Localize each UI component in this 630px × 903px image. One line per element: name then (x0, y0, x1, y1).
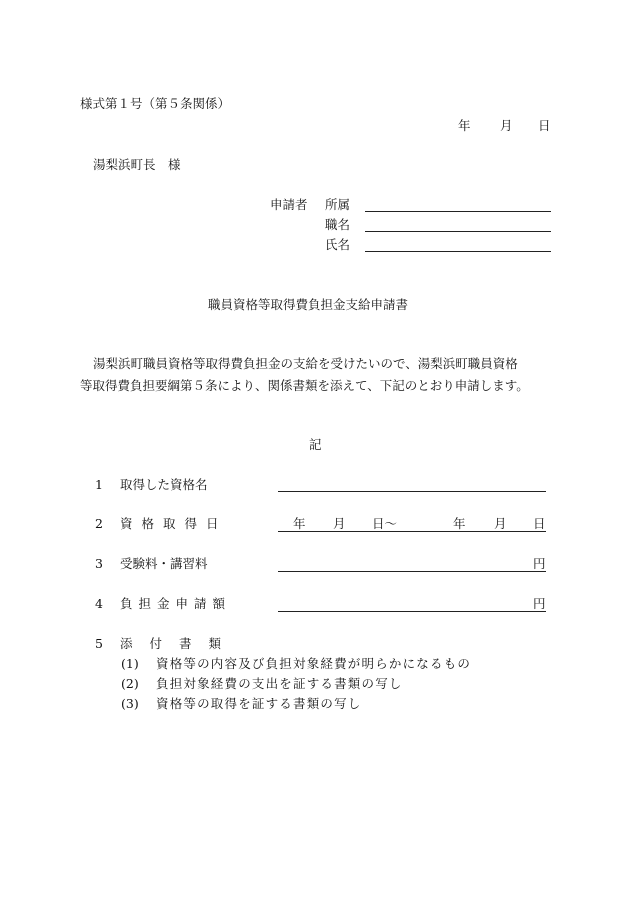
item-1-number: 1 (95, 477, 103, 492)
item-4-number: 4 (95, 596, 103, 611)
to-month-label: 月 (494, 516, 507, 531)
attachment-2-number: (2) (121, 676, 139, 691)
date-day-label: 日 (538, 118, 551, 133)
date-month-label: 月 (500, 118, 513, 133)
name-label: 氏名 (325, 237, 351, 252)
attachment-1-number: (1) (121, 656, 139, 671)
item-3-number: 3 (95, 556, 103, 571)
attachment-3-number: (3) (121, 696, 139, 711)
item-1-label: 取得した資格名 (120, 477, 208, 492)
applicant-label: 申請者 (270, 197, 308, 212)
affiliation-label: 所属 (325, 197, 351, 212)
date-year-label: 年 (458, 118, 471, 133)
document-title: 職員資格等取得費負担金支給申請書 (208, 297, 409, 312)
attachment-3-text: 資格等の取得を証する書類の写し (156, 696, 362, 711)
body-line-2: 等取得費負担要綱第５条により、関係書類を添えて、下記のとおり申請します。 (80, 378, 529, 393)
application-amount-field[interactable] (278, 611, 546, 612)
item-2-number: 2 (95, 516, 103, 531)
position-label: 職名 (325, 217, 351, 232)
item-2-label: 資格取得日 (120, 516, 228, 531)
exam-fee-field[interactable] (278, 571, 546, 572)
from-year-label: 年 (293, 516, 306, 531)
acquisition-date-field[interactable] (278, 531, 546, 532)
attachment-1-text: 資格等の内容及び負担対象経費が明らかになるもの (156, 656, 472, 671)
name-field[interactable] (365, 251, 551, 252)
item-5-label: 添付書類 (120, 636, 239, 651)
to-year-label: 年 (453, 516, 466, 531)
qualification-name-field[interactable] (278, 491, 546, 492)
from-day-label: 日～ (372, 516, 398, 531)
item-3-unit: 円 (533, 556, 546, 571)
form-number: 様式第１号（第５条関係） (80, 96, 231, 111)
item-3-label: 受験料・講習料 (120, 556, 208, 571)
item-4-label: 負担金申請額 (120, 596, 232, 611)
position-field[interactable] (365, 231, 551, 232)
item-4-unit: 円 (533, 596, 546, 611)
from-month-label: 月 (333, 516, 346, 531)
addressee: 湯梨浜町長 様 (93, 157, 181, 172)
body-line-1: 湯梨浜町職員資格等取得費負担金の支給を受けたいので、湯梨浜町職員資格 (93, 356, 518, 371)
ki-heading: 記 (309, 437, 322, 452)
attachment-2-text: 負担対象経費の支出を証する書類の写し (156, 676, 403, 691)
affiliation-field[interactable] (365, 211, 551, 212)
to-day-label: 日 (533, 516, 546, 531)
item-5-number: 5 (95, 636, 103, 651)
